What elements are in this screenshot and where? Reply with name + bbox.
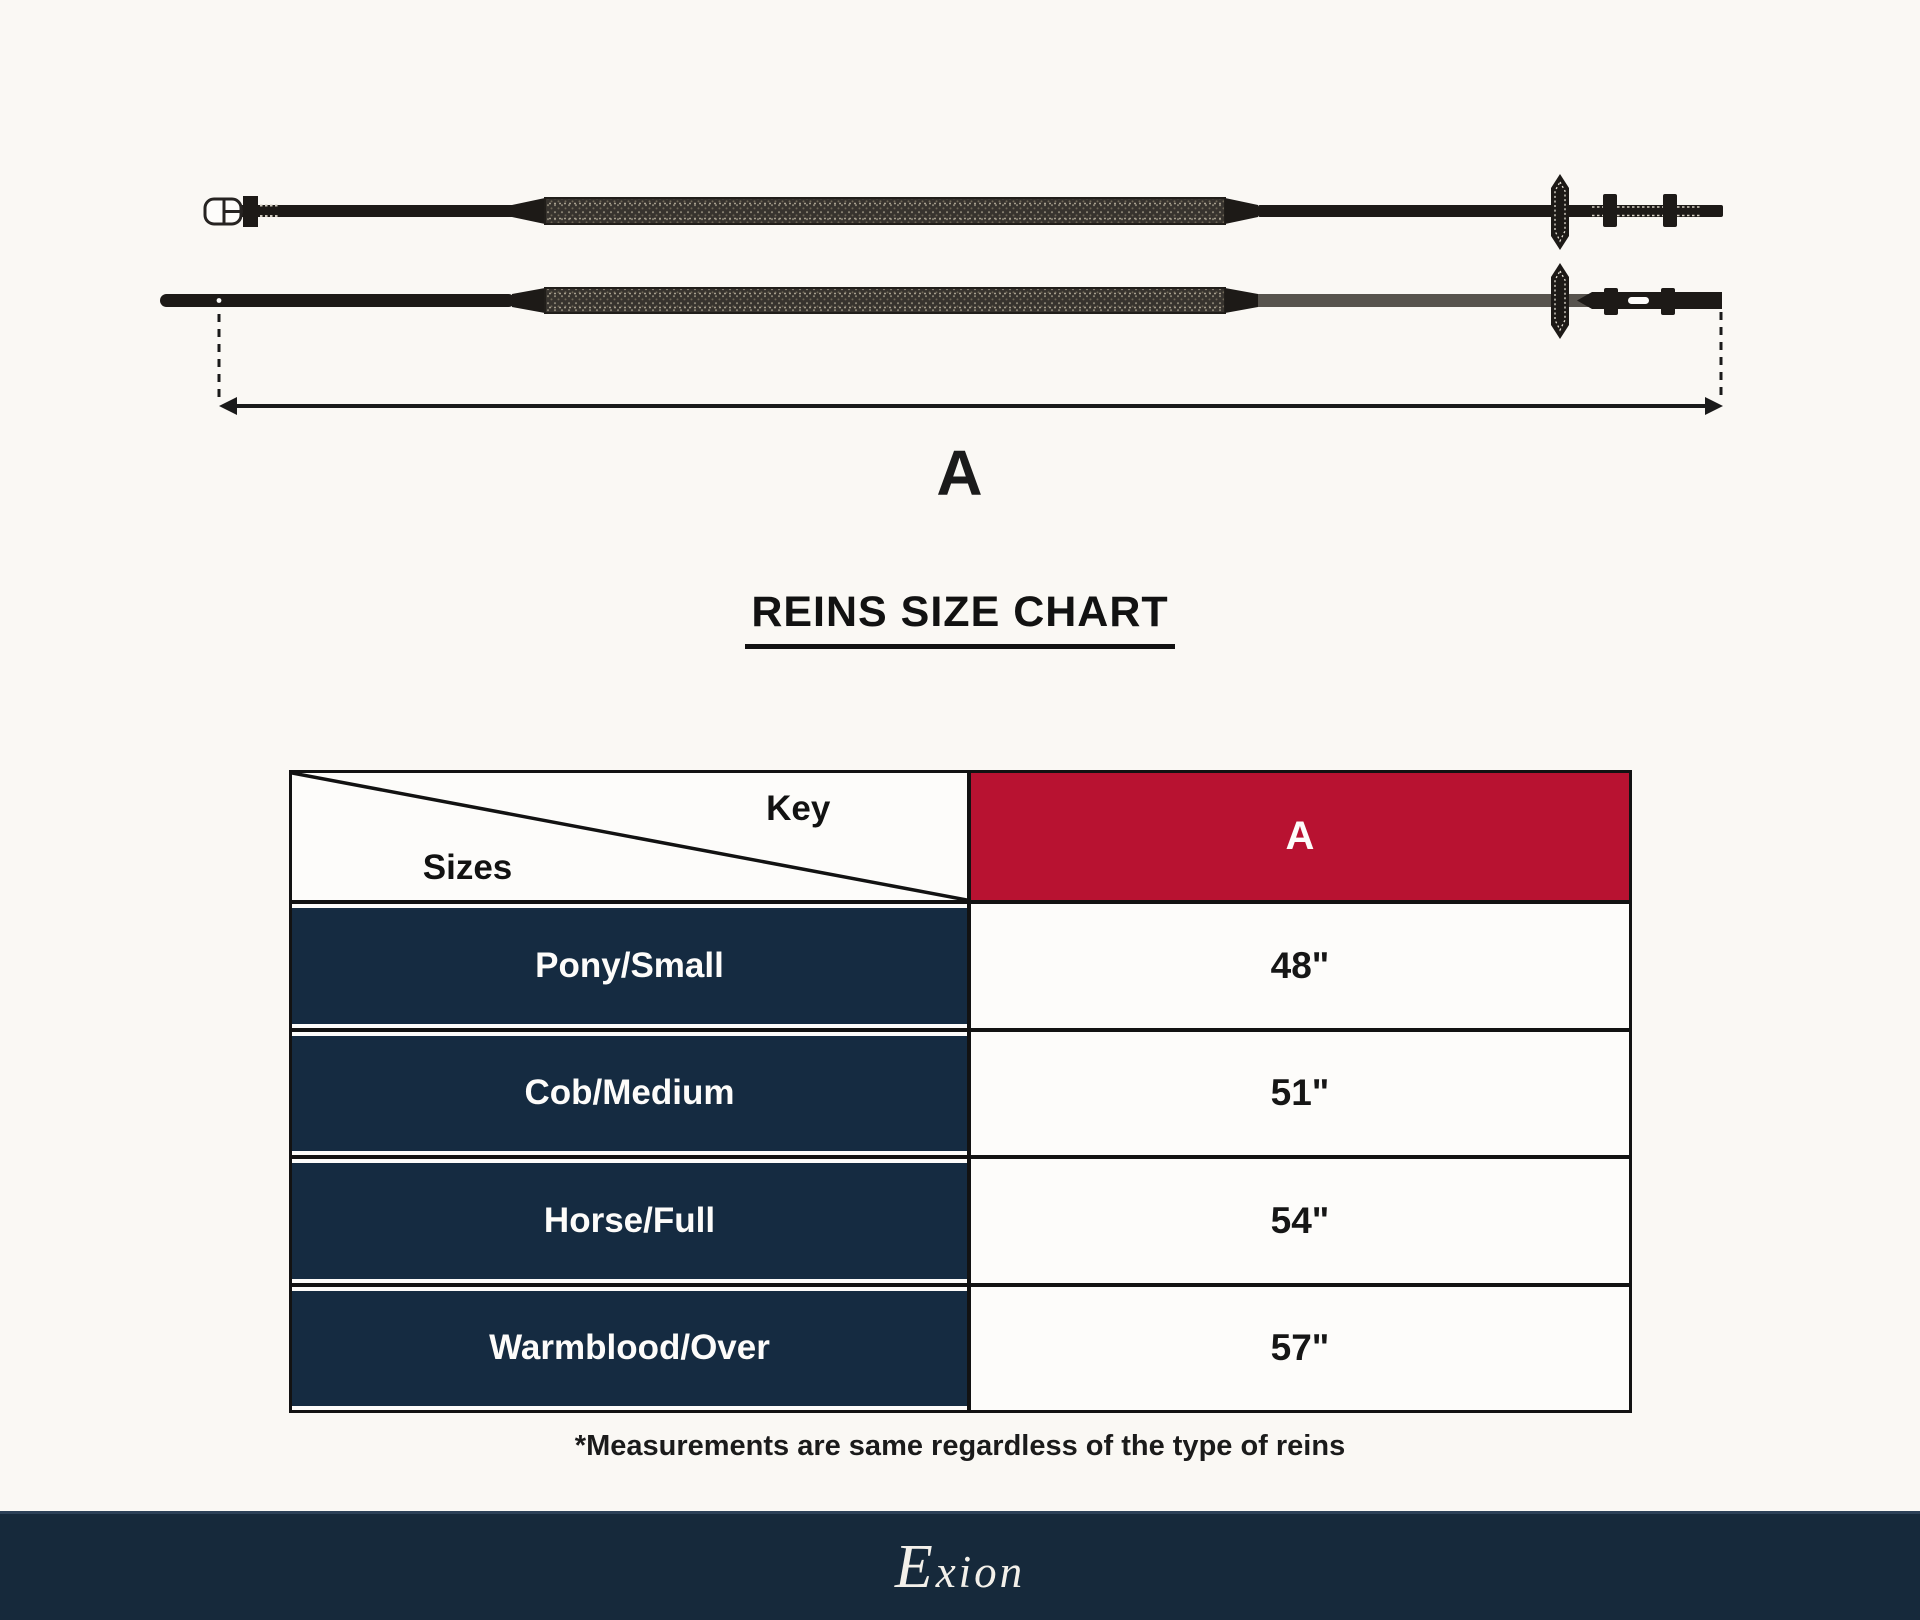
row-label-warmblood-over: Warmblood/Over: [292, 1287, 967, 1411]
size-table: [289, 770, 1632, 1413]
dimension-label: A: [936, 437, 984, 509]
row-label-pony-small: Pony/Small: [292, 904, 967, 1028]
brand-logo: Exion: [894, 1533, 1026, 1601]
strap-hole-icon: [217, 298, 222, 303]
keeper-icon: [243, 196, 258, 227]
value-pony-small: 48": [971, 904, 1629, 1028]
table-corner-cell: [292, 773, 967, 900]
rein-bottom-illustration: [160, 263, 1722, 339]
rein-stopper-icon: [1551, 174, 1569, 250]
diagonal-divider: [292, 773, 967, 900]
column-header-a: A: [971, 773, 1629, 900]
dimension-arrow: [219, 312, 1723, 415]
measurement-footnote: *Measurements are same regardless of the type of reins: [574, 1430, 1346, 1462]
value-warmblood-over: 57": [971, 1287, 1629, 1411]
keeper-icon: [1603, 194, 1617, 227]
rubber-grip: [545, 288, 1225, 313]
rubber-grip: [545, 198, 1225, 224]
keeper-icon: [1663, 194, 1677, 227]
keeper-icon: [1604, 288, 1618, 315]
value-cob-medium: 51": [971, 1032, 1629, 1156]
footer-bar: [0, 1511, 1920, 1620]
rein-top-illustration: [205, 174, 1723, 250]
page-title-wrap: [0, 588, 1920, 649]
sizes-header-label: Sizes: [422, 848, 513, 887]
row-label-cob-medium: Cob/Medium: [292, 1032, 967, 1156]
key-header-label: Key: [766, 789, 831, 828]
keeper-icon: [1661, 288, 1675, 315]
buckle-slot-icon: [1628, 297, 1649, 304]
page-title: REINS SIZE CHART: [745, 588, 1174, 649]
row-label-horse-full: Horse/Full: [292, 1159, 967, 1283]
rein-stopper-icon: [1551, 263, 1569, 339]
value-horse-full: 54": [971, 1159, 1629, 1283]
